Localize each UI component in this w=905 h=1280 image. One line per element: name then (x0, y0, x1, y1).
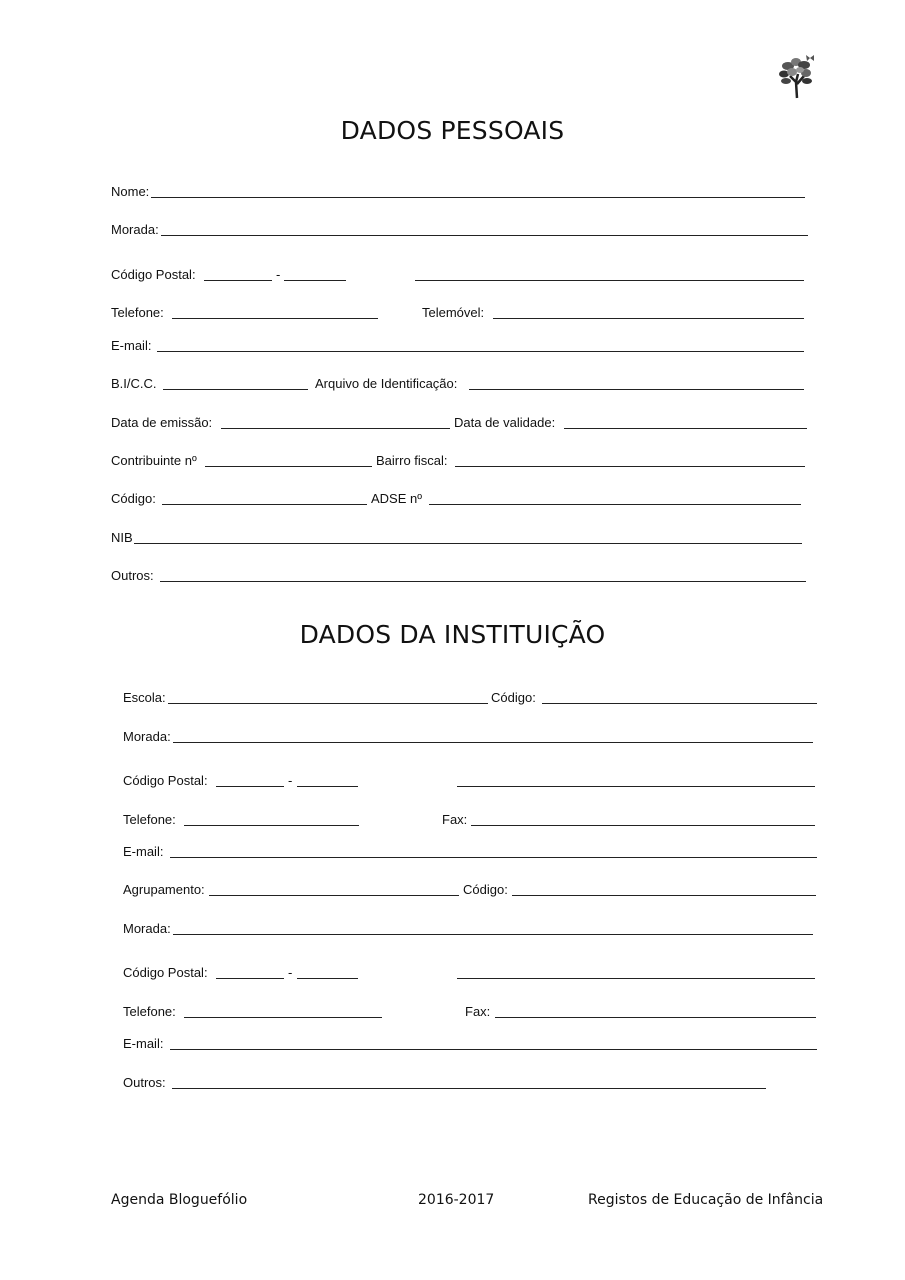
label-nib: NIB (111, 530, 133, 545)
inst2-cp-separator: - (288, 965, 293, 980)
label-inst-codigo-postal: Código Postal: (123, 773, 208, 788)
field-escola[interactable] (123, 689, 823, 707)
input-line-inst-cp2[interactable] (297, 786, 358, 787)
input-line-cp1[interactable] (204, 280, 272, 281)
label-inst-outros: Outros: (123, 1075, 166, 1090)
input-line-bairro-fiscal[interactable] (455, 466, 805, 467)
label-inst-fax: Fax: (442, 812, 468, 827)
input-line-inst-email2[interactable] (170, 1049, 817, 1050)
input-line-telemovel[interactable] (493, 318, 804, 319)
field-datas[interactable] (111, 414, 811, 432)
label-nome: Nome: (111, 184, 150, 199)
input-line-contribuinte[interactable] (205, 466, 372, 467)
field-codigo-adse[interactable] (111, 490, 811, 508)
field-contribuinte[interactable] (111, 452, 811, 470)
input-line-telefone[interactable] (172, 318, 378, 319)
input-line-escola-codigo[interactable] (542, 703, 817, 704)
label-data-emissao: Data de emissão: (111, 415, 213, 430)
field-inst-outros[interactable] (123, 1074, 823, 1092)
input-line-inst2-cp2[interactable] (297, 978, 358, 979)
input-line-bi-cc[interactable] (163, 389, 308, 390)
label-inst-telefone2: Telefone: (123, 1004, 176, 1019)
cp-separator: - (276, 267, 281, 282)
label-bi-cc: B.I/C.C. (111, 376, 157, 391)
input-line-localidade[interactable] (415, 280, 804, 281)
input-line-inst-morada2[interactable] (173, 934, 813, 935)
input-line-inst-fax[interactable] (471, 825, 815, 826)
input-line-nome[interactable] (151, 197, 805, 198)
input-line-inst-localidade[interactable] (457, 786, 815, 787)
label-telemovel: Telemóvel: (422, 305, 485, 320)
footer-right: Registos de Educação de Infância (588, 1192, 824, 1208)
field-telefone[interactable] (111, 304, 811, 322)
field-inst-morada2[interactable] (123, 920, 823, 938)
label-outros: Outros: (111, 568, 154, 583)
input-line-inst-telefone[interactable] (184, 825, 359, 826)
input-line-inst-cp1[interactable] (216, 786, 284, 787)
label-escola: Escola: (123, 690, 166, 705)
input-line-morada[interactable] (161, 235, 808, 236)
label-inst-telefone: Telefone: (123, 812, 176, 827)
input-line-email[interactable] (157, 351, 804, 352)
input-line-escola[interactable] (168, 703, 488, 704)
input-line-codigo[interactable] (162, 504, 367, 505)
field-bi-cc[interactable] (111, 375, 811, 393)
input-line-agrupamento-codigo[interactable] (512, 895, 816, 896)
input-line-data-emissao[interactable] (221, 428, 450, 429)
label-inst-email: E-mail: (123, 844, 164, 859)
label-agrupamento-codigo: Código: (463, 882, 508, 897)
footer-left: Agenda Bloguefólio (111, 1192, 248, 1208)
label-inst-email2: E-mail: (123, 1036, 164, 1051)
input-line-agrupamento[interactable] (209, 895, 459, 896)
input-line-inst2-localidade[interactable] (457, 978, 815, 979)
footer-center: 2016-2017 (418, 1192, 495, 1208)
label-inst-fax2: Fax: (465, 1004, 491, 1019)
label-data-validade: Data de validade: (454, 415, 556, 430)
input-line-adse[interactable] (429, 504, 801, 505)
label-codigo: Código: (111, 491, 156, 506)
label-inst-morada: Morada: (123, 729, 171, 744)
input-line-inst-email[interactable] (170, 857, 817, 858)
field-nib[interactable] (111, 529, 811, 547)
tree-with-butterfly-icon (776, 52, 820, 102)
label-morada: Morada: (111, 222, 159, 237)
label-adse: ADSE nº (371, 491, 422, 506)
label-agrupamento: Agrupamento: (123, 882, 205, 897)
input-line-nib[interactable] (134, 543, 802, 544)
label-escola-codigo: Código: (491, 690, 536, 705)
field-email[interactable] (111, 337, 811, 355)
field-outros[interactable] (111, 567, 811, 585)
label-arquivo: Arquivo de Identificação: (315, 376, 458, 391)
label-inst-morada2: Morada: (123, 921, 171, 936)
label-inst-codigo-postal2: Código Postal: (123, 965, 208, 980)
input-line-data-validade[interactable] (564, 428, 807, 429)
field-inst-email2[interactable] (123, 1035, 823, 1053)
field-agrupamento[interactable] (123, 881, 823, 899)
input-line-arquivo[interactable] (469, 389, 804, 390)
section-title-personal: DADOS PESSOAIS (340, 116, 565, 145)
input-line-inst-outros[interactable] (172, 1088, 766, 1089)
field-inst-email[interactable] (123, 843, 823, 861)
field-inst-telefone[interactable] (123, 811, 823, 829)
label-bairro-fiscal: Bairro fiscal: (376, 453, 448, 468)
field-inst-telefone2[interactable] (123, 1003, 823, 1021)
field-inst-codigo-postal2[interactable] (123, 964, 823, 982)
label-email: E-mail: (111, 338, 152, 353)
inst-cp-separator: - (288, 773, 293, 788)
input-line-inst2-cp1[interactable] (216, 978, 284, 979)
section-title-institution: DADOS DA INSTITUIÇÃO (299, 620, 606, 649)
field-morada[interactable] (111, 221, 811, 239)
input-line-inst-telefone2[interactable] (184, 1017, 382, 1018)
field-inst-codigo-postal[interactable] (123, 772, 823, 790)
input-line-inst-fax2[interactable] (495, 1017, 816, 1018)
input-line-cp2[interactable] (284, 280, 346, 281)
field-nome[interactable] (111, 183, 811, 201)
input-line-inst-morada[interactable] (173, 742, 813, 743)
field-codigo-postal[interactable] (111, 266, 811, 284)
label-contribuinte: Contribuinte nº (111, 453, 197, 468)
label-telefone: Telefone: (111, 305, 164, 320)
input-line-outros[interactable] (160, 581, 806, 582)
label-codigo-postal: Código Postal: (111, 267, 196, 282)
field-inst-morada[interactable] (123, 728, 823, 746)
